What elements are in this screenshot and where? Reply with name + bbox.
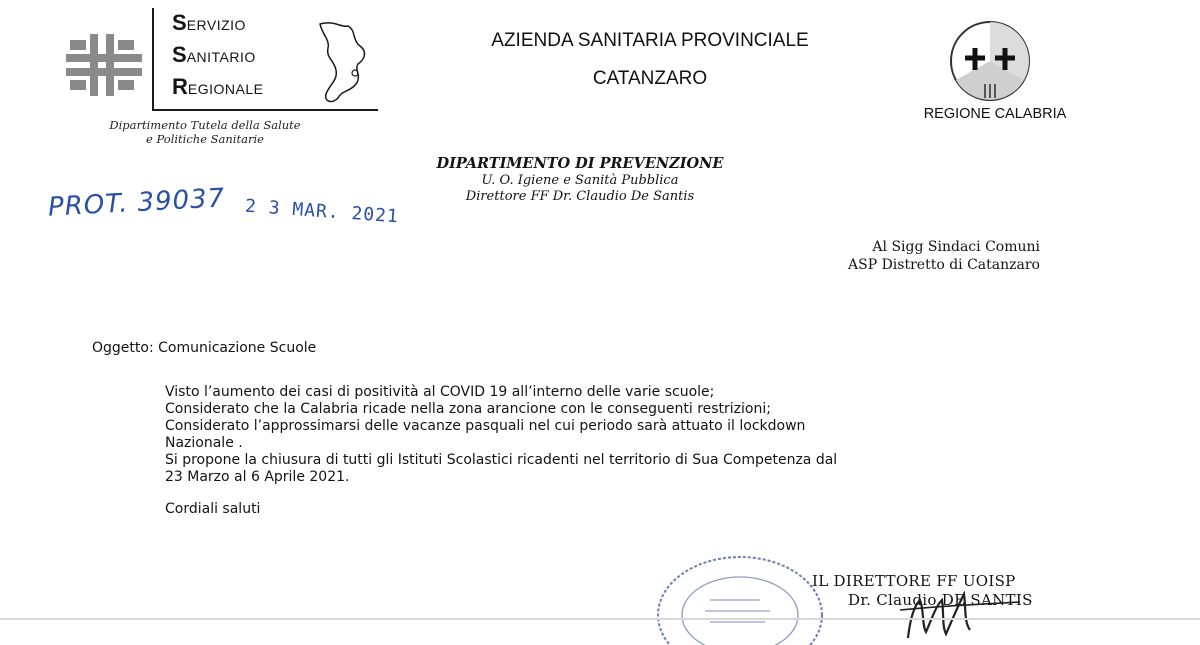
bottom-edge-line: [0, 618, 1200, 620]
ssr-logo: [62, 8, 382, 118]
department-name: DIPARTIMENTO DI PREVENZIONE: [436, 155, 724, 172]
body-line: Visto l’aumento dei casi di positività al COVID 19 all’interno delle varie scuole;: [165, 384, 715, 400]
recipient-line-2: ASP Distretto di Catanzaro: [848, 257, 1040, 273]
closing-salutation: Cordiali saluti: [165, 501, 261, 517]
letter-body: [165, 384, 1085, 486]
signature-title: IL DIRETTORE FF UOISP: [812, 572, 1016, 590]
protocol-date-stamp: 2 3 MAR. 2021: [244, 195, 400, 228]
ssr-line-1: SERVIZIO: [172, 10, 246, 35]
body-line: Si propone la chiusura di tutti gli Istituti Scolastici ricadenti nel territorio di Sua Competenza dal: [165, 452, 838, 468]
body-line: Considerato che la Calabria ricade nella zona arancione con le conseguenti restrizioni;: [165, 401, 771, 417]
signature-name: Dr. Claudio DE SANTIS: [848, 591, 1033, 609]
protocol-number-handwritten: PROT. 39037: [47, 183, 226, 223]
department-director: Direttore FF Dr. Claudio De Santis: [465, 189, 695, 204]
calabria-map-icon: [312, 18, 382, 108]
recipient-block: [820, 238, 1040, 274]
ssr-line-2: SANITARIO: [172, 42, 256, 67]
regione-calabria-label: REGIONE CALABRIA: [923, 106, 1067, 122]
body-line: 23 Marzo al 6 Aprile 2021.: [165, 469, 350, 485]
asp-title: AZIENDA SANITARIA PROVINCIALE: [491, 30, 809, 51]
ssr-wordmark: [172, 10, 263, 106]
dept-tutela-caption: Dipartimento Tutela della Salute e Politiche Sanitarie: [109, 118, 301, 146]
logo-divider: [152, 8, 154, 110]
regione-calabria-emblem-icon: [945, 18, 1035, 104]
ssr-line-3: REGIONALE: [172, 74, 264, 99]
recipient-line-1: Al Sigg Sindaci Comuni: [872, 239, 1040, 255]
subject-line: Oggetto: Comunicazione Scuole: [92, 340, 317, 356]
official-stamp-icon: [650, 545, 830, 645]
body-line: Considerato l’approssimarsi delle vacanze pasquali nel cui periodo sarà attuato il lockdown: [165, 418, 806, 434]
asp-city: CATANZARO: [592, 68, 708, 89]
body-line: Nazionale .: [165, 435, 243, 451]
cross-emblem-icon: [62, 30, 152, 100]
department-unit: U. O. Igiene e Sanità Pubblica: [481, 173, 679, 188]
logo-underline: [152, 109, 378, 111]
